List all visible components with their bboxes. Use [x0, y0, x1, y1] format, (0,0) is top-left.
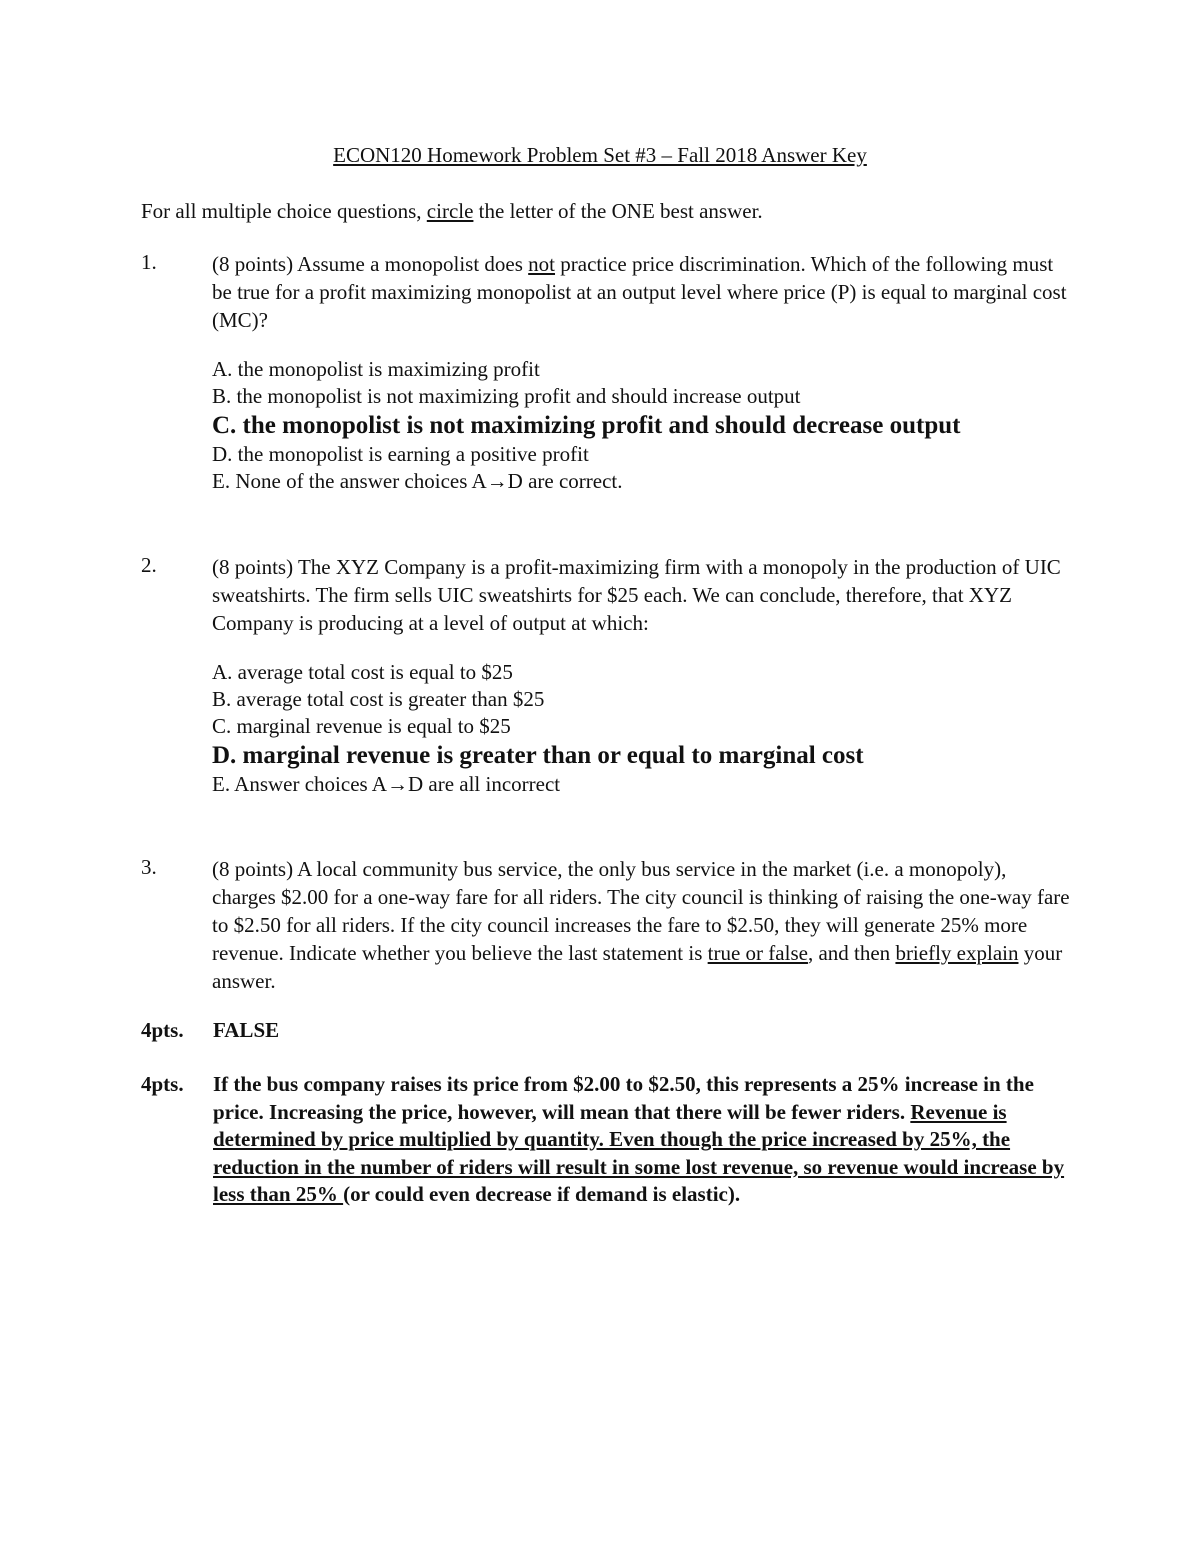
choice-b: B. the monopolist is not maximizing profit and should increase output — [212, 384, 801, 408]
answer-choices — [212, 659, 1071, 798]
question-number: 3. — [141, 855, 157, 879]
question-number: 2. — [141, 553, 157, 577]
question-1 — [141, 250, 1071, 495]
choice-e: E. Answer choices A→D are all incorrect — [212, 772, 561, 796]
question-text — [212, 855, 1071, 995]
choice-e: E. None of the answer choices A→D are correct. — [212, 469, 623, 493]
answer-choices — [212, 356, 1071, 495]
page-title: ECON120 Homework Problem Set #3 – Fall 2018 Answer Key — [333, 143, 867, 167]
instructions — [141, 199, 763, 224]
answer-part-2 — [141, 1071, 1071, 1209]
choice-c: C. marginal revenue is equal to $25 — [212, 714, 511, 738]
question-text-part: , and then — [807, 941, 896, 965]
question-text — [212, 250, 1071, 334]
choice-a: A. the monopolist is maximizing profit — [212, 357, 540, 381]
answer-part-1 — [141, 1017, 1071, 1045]
question-underlined: true or false — [707, 941, 808, 965]
question-number: 1. — [141, 250, 157, 274]
choice-a: A. average total cost is equal to $25 — [212, 660, 513, 684]
question-underlined: not — [528, 252, 556, 276]
explanation-text-end: (or could even decrease if demand is elastic). — [343, 1182, 741, 1206]
points-label: 4pts. — [141, 1072, 184, 1096]
choice-d: D. the monopolist is earning a positive profit — [212, 442, 589, 466]
question-text-part: (8 points) A local community bus service, the only bus service in the market (i.e. a monopoly), charges $2.00 for a one-way fare for all riders. The city council is thinking of raising the one-way fare to $2.50 for all riders. If the city council increases the fare to $2.50, they will generate 25% more revenue. Indicate whether you believe the last statement is — [212, 857, 1070, 965]
question-2 — [141, 553, 1071, 798]
choice-c-correct: C. the monopolist is not maximizing profit and should decrease output — [212, 412, 961, 439]
choice-b: B. average total cost is greater than $25 — [212, 687, 545, 711]
instructions-text-end: the letter of the ONE best answer. — [473, 199, 763, 223]
instructions-underlined: circle — [426, 199, 474, 223]
instructions-text: For all multiple choice questions, — [141, 199, 427, 223]
explanation-underlined: Revenue is determined by price multiplied by quantity. Even though the price increased by 25%, the reduction in the number of riders will result in some lost revenue, so revenue would increase by less than 25% — [213, 1099, 1065, 1206]
question-3 — [141, 855, 1071, 995]
explanation-text: If the bus company raises its price from $2.00 to $2.50, this represents a 25% increase in the price. Increasing the price, however, will mean that there will be fewer riders. — [213, 1072, 1034, 1124]
question-text-part: your answer. — [212, 941, 1063, 993]
question-underlined: briefly explain — [895, 941, 1019, 965]
points-label: 4pts. — [141, 1018, 184, 1042]
question-text: (8 points) The XYZ Company is a profit-maximizing firm with a monopoly in the production of UIC sweatshirts. The firm sells UIC sweatshirts for $25 each. We can conclude, therefore, that XYZ Company is producing at a level of output at which: — [212, 555, 1061, 635]
choice-d-correct: D. marginal revenue is greater than or equal to marginal cost — [212, 742, 864, 769]
answer-explanation — [213, 1071, 1071, 1209]
question-text-part: practice price discrimination. Which of the following must be true for a profit maximizing monopolist at an output level where price (P) is equal to marginal cost (MC)? — [212, 252, 1067, 332]
answer-text: FALSE — [213, 1018, 280, 1042]
question-text-part: (8 points) Assume a monopolist does — [212, 252, 529, 276]
